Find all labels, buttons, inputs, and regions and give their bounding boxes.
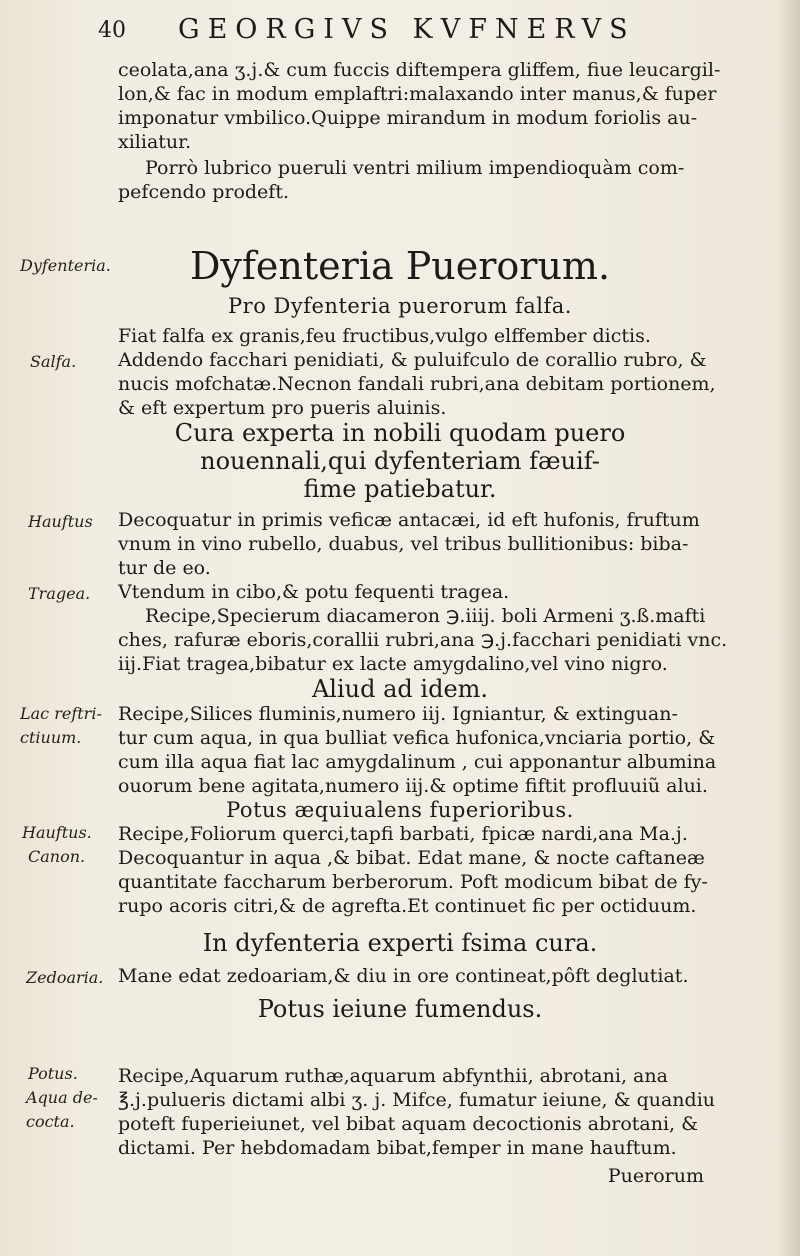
section-heading-dysenteria: Dyfenteria Puerorum. bbox=[189, 244, 611, 288]
text-line: rupo acoris citri,& de agrefta.Et continuet fic per octiduum. bbox=[118, 895, 697, 917]
text-line: lon,& fac in modum emplaftri:malaxando inter manus,& fuper bbox=[118, 83, 717, 105]
margin-note-canon: Canon. bbox=[28, 847, 86, 866]
text-line: Decoquantur in aqua ,& bibat. Edat mane, & nocte caftaneæ bbox=[118, 847, 705, 869]
text-line: Recipe,Foliorum querci,tapfi barbati, fpicæ nardi,ana Ma.j. bbox=[118, 823, 688, 845]
text-line: Decoquatur in primis veficæ antacæi, id eft hufonis, fruftum bbox=[118, 509, 700, 531]
margin-note-lac-restrictivum-cont: ctiuum. bbox=[20, 728, 82, 747]
margin-note-tragea: Tragea. bbox=[28, 584, 91, 603]
text-line: nucis mofchatæ.Necnon fandali rubri,ana debitam portionem, bbox=[118, 373, 716, 395]
text-line: Fiat falfa ex granis,feu fructibus,vulgo elffember dictis. bbox=[118, 325, 651, 347]
text-line: Recipe,Aquarum ruthæ,aquarum abfynthii, abrotani, ana bbox=[118, 1065, 668, 1087]
subheading: fime patiebatur. bbox=[303, 475, 497, 503]
margin-note-zedoaria: Zedoaria. bbox=[26, 968, 104, 987]
text-line: Mane edat zedoariam,& diu in ore contineat,pôft deglutiat. bbox=[118, 965, 689, 987]
text-line: & eft expertum pro pueris aluinis. bbox=[118, 397, 447, 419]
text-line: Recipe,Specierum diacameron ℈.iiij. boli Armeni ʒ.ß.mafti bbox=[145, 605, 706, 627]
margin-note-dysenteria: Dyfenteria. bbox=[20, 256, 111, 275]
margin-note-haustus: Hauftus bbox=[28, 512, 93, 531]
subheading: Aliud ad idem. bbox=[311, 675, 489, 703]
subheading: Pro Dyfenteria puerorum falfa. bbox=[228, 294, 572, 318]
subheading: In dyfenteria experti fsima cura. bbox=[202, 929, 598, 957]
margin-note-lac-restrictivum: Lac reftri- bbox=[20, 704, 102, 723]
text-line: Porrò lubrico pueruli ventri milium impendioquàm com- bbox=[145, 157, 685, 179]
text-line: Vtendum in cibo,& potu fequenti tragea. bbox=[118, 581, 510, 603]
text-line: poteft fuperieiunet, vel bibat aquam decoctionis abrotani, & bbox=[118, 1113, 699, 1135]
text-line: vnum in vino rubello, duabus, vel tribus bullitionibus: biba- bbox=[118, 533, 689, 555]
text-line: imponatur vmbilico.Quippe mirandum in modum foriolis au- bbox=[118, 107, 698, 129]
page-number: 40 bbox=[98, 18, 126, 43]
text-line: ceolata,ana ʒ.j.& cum fuccis diftempera gliffem, fiue leucargil- bbox=[118, 59, 721, 81]
margin-note-salfa: Salfa. bbox=[30, 352, 77, 371]
page-header bbox=[92, 14, 712, 50]
margin-note-aqua-decocta: Aqua de- bbox=[26, 1088, 98, 1107]
running-head: GEORGIVS KVFNERVS bbox=[178, 14, 636, 45]
text-line: xiliatur. bbox=[118, 131, 192, 153]
page-edge-shadow bbox=[778, 0, 800, 1256]
margin-note-haustus-2: Hauftus. bbox=[22, 823, 92, 842]
margin-note-aqua-decocta-cont: cocta. bbox=[26, 1112, 75, 1131]
text-line: ches, rafuræ eboris,corallii rubri,ana ℈.j.facchari penidiati vnc. bbox=[118, 629, 728, 651]
text-line: Addendo facchari penidiati, & puluifculo de corallio rubro, & bbox=[118, 349, 707, 371]
subheading: Potus æquiualens fuperioribus. bbox=[226, 798, 574, 822]
text-line: cum illa aqua fiat lac amygdalinum , cui apponantur albumina bbox=[118, 751, 717, 773]
text-line: pefcendo prodeft. bbox=[118, 181, 289, 203]
text-line: tur de eo. bbox=[118, 557, 211, 579]
text-line: dictami. Per hebdomadam bibat,femper in mane hauftum. bbox=[118, 1137, 677, 1159]
text-line: ℥.j.pulueris dictami albi ʒ. j. Mifce, fumatur ieiune, & quandiu bbox=[118, 1089, 716, 1111]
text-line: ouorum bene agitata,numero iij.& optime fiftit profluuiũ alui. bbox=[118, 775, 708, 797]
text-line: Recipe,Silices fluminis,numero iij. Igniantur, & extinguan- bbox=[118, 703, 678, 725]
text-line: iij.Fiat tragea,bibatur ex lacte amygdalino,vel vino nigro. bbox=[118, 653, 668, 675]
margin-note-potus: Potus. bbox=[28, 1064, 78, 1083]
text-line: quantitate faccharum berberorum. Poft modicum bibat de fy- bbox=[118, 871, 708, 893]
catchword: Puerorum bbox=[607, 1165, 704, 1187]
subheading: Cura experta in nobili quodam puero bbox=[174, 419, 626, 447]
subheading: nouennali,qui dyfenteriam fæuif- bbox=[200, 447, 600, 475]
subheading: Potus ieiune fumendus. bbox=[257, 995, 543, 1023]
text-line: tur cum aqua, in qua bulliat vefica hufonica,vnciaria portio, & bbox=[118, 727, 716, 749]
